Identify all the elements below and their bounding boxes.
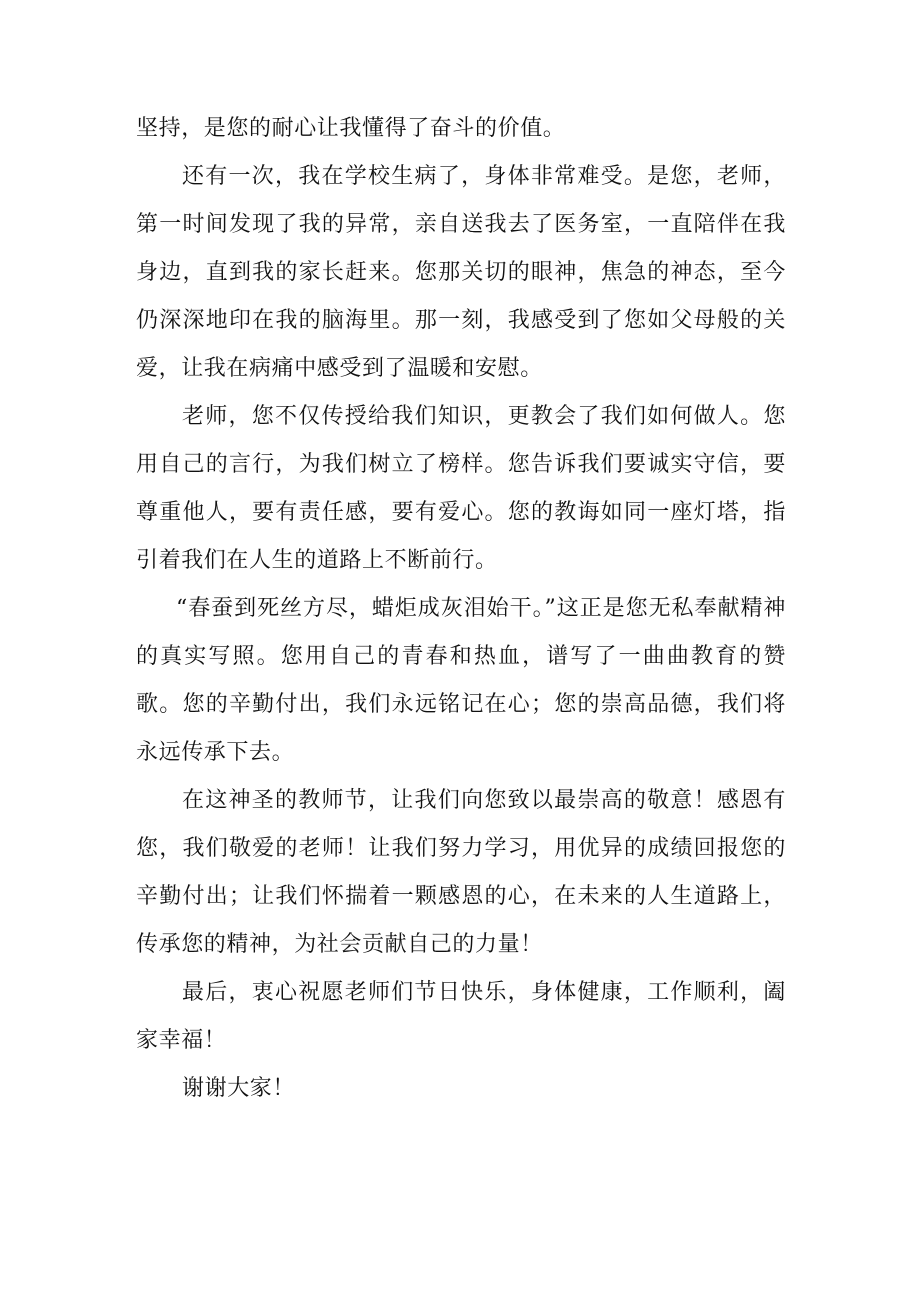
paragraph-illness-memory: 还有一次，我在学校生病了，身体非常难受。是您，老师，第一时间发现了我的异常，亲自送我去了医务室，一直陪伴在我身边，直到我的家长赶来。您那关切的眼神，焦急的神态，至今仍深深地印在我的脑海里。那一刻，我感受到了您如父母般的关爱，让我在病痛中感受到了温暖和安慰。 xyxy=(136,164,786,381)
paragraph-blessing: 最后，衷心祝愿老师们节日快乐，身体健康，工作顺利，阖家幸福！ xyxy=(136,980,786,1053)
paragraph-gratitude: 在这神圣的教师节，让我们向您致以最崇高的敬意！感恩有您，我们敬爱的老师！让我们努力学习，用优异的成绩回报您的辛勤付出；让我们怀揣着一颗感恩的心，在未来的人生道路上，传承您的精神，为社会贡献自己的力量！ xyxy=(136,788,786,957)
paragraph-poem-quote: “春蚕到死丝方尽，蜡炬成灰泪始干。”这正是您无私奉献精神的真实写照。您用自己的青春和热血，谱写了一曲曲教育的赞歌。您的辛勤付出，我们永远铭记在心；您的崇高品德，我们将永远传承下去。 xyxy=(136,596,786,765)
document-body xyxy=(136,105,786,1113)
paragraph-continuation: 坚持，是您的耐心让我懂得了奋斗的价值。 xyxy=(136,116,566,141)
paragraph-thanks: 谢谢大家！ xyxy=(182,1076,296,1101)
paragraph-teaching: 老师，您不仅传授给我们知识，更教会了我们如何做人。您用自己的言行，为我们树立了榜样。您告诉我们要诚实守信，要尊重他人，要有责任感，要有爱心。您的教诲如同一座灯塔，指引着我们在人生的道路上不断前行。 xyxy=(136,404,786,573)
